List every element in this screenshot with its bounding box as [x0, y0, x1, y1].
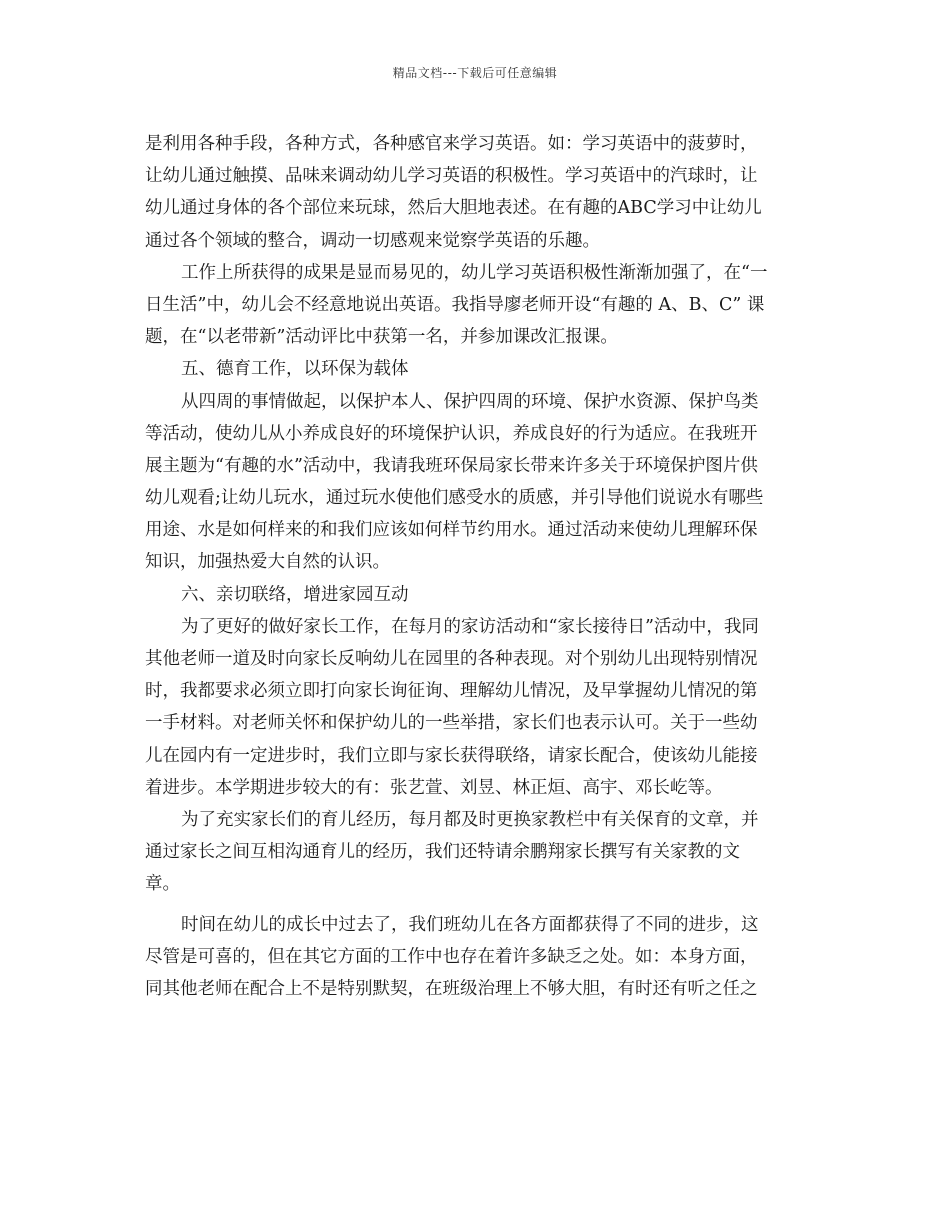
- paragraph-first-line: 为了充实家长们的育儿经历，每月都及时更换家教栏中有关保育的文章，并: [181, 809, 759, 830]
- text-line: 是利用各种手段，各种方式，各种感官来学习英语。如：学习英语中的菠萝时，: [145, 134, 758, 154]
- text-line: 尽管是可喜的，但在其它方面的工作中也存在着许多缺乏之处。如：本身方面，: [145, 946, 758, 967]
- text-line: 着进步。本学期进步较大的有：张艺萱、刘昱、林正烜、高宇、邓长屹等。: [145, 777, 723, 798]
- text-line: 同其他老师在配合上不是特别默契，在班级治理上不够大胆，有时还有听之任之: [145, 978, 758, 999]
- text-line: 用途、水是如何样来的和我们应该如何样节约用水。通过活动来使幼儿理解环保: [145, 520, 758, 541]
- section-heading: 六、亲切联络，增进家园互动: [181, 584, 409, 605]
- text-line: 时，我都要求必须立即打向家长询征询、理解幼儿情况，及早掌握幼儿情况的第: [145, 681, 758, 702]
- text-line: 幼儿通过身体的各个部位来玩球，然后大胆地表述。在有趣的ABC学习中让幼儿: [145, 198, 762, 219]
- text-line: 幼儿观看;让幼儿玩水，通过玩水使他们感受水的质感，并引导他们说说水有哪些: [145, 488, 764, 509]
- paragraph-first-line: 时间在幼儿的成长中过去了，我们班幼儿在各方面都获得了不同的进步，这: [181, 914, 759, 935]
- text-line: 章。: [145, 874, 180, 895]
- paragraph-gap: [145, 901, 805, 909]
- section-heading: 五、德育工作，以环保为载体: [181, 359, 409, 380]
- text-line: 日生活”中，幼儿会不经意地说出英语。我指导廖老师开设“有趣的 A、B、C” 课: [145, 294, 765, 315]
- text-line: 儿在园内有一定进步时，我们立即与家长获得联络，请家长配合，使该幼儿能接: [145, 745, 758, 766]
- text-line: 通过家长之间互相沟通育儿的经历，我们还特请余鹏翔家长撰写有关家教的文: [145, 842, 740, 863]
- text-line: 其他老师一道及时向家长反响幼儿在园里的各种表现。对个别幼儿出现特别情况: [145, 649, 758, 669]
- text-line: 让幼儿通过触摸、品味来调动幼儿学习英语的积极性。学习英语中的汽球时，让: [145, 166, 758, 187]
- text-line: 知识，加强热爱大自然的认识。: [145, 552, 390, 573]
- page-header: 精品文档---下载后可任意编辑: [392, 66, 558, 80]
- text-line: 一手材料。对老师关怀和保护幼儿的一些举措，家长们也表示认可。关于一些幼: [145, 713, 758, 734]
- document-body: [145, 128, 805, 1005]
- text-line: 题，在“以老带新”活动评比中获第一名，并参加课改汇报课。: [145, 327, 618, 348]
- text-line: 等活动，使幼儿从小养成良好的环境保护认识，养成良好的行为适应。在我班开: [145, 423, 758, 444]
- text-line: 通过各个领域的整合，调动一切感观来觉察学英语的乐趣。: [145, 230, 600, 251]
- paragraph-first-line: 从四周的事情做起，以保护本人、保护四周的环境、保护水资源、保护鸟类: [181, 391, 759, 412]
- paragraph-first-line: 工作上所获得的成果是显而易见的，幼儿学习英语积极性渐渐加强了，在“一: [181, 262, 768, 283]
- text-line: 展主题为“有趣的水”活动中，我请我班环保局家长带来许多关于环境保护图片供: [145, 455, 758, 476]
- paragraph-first-line: 为了更好的做好家长工作，在每月的家访活动和“家长接待日”活动中，我同: [181, 616, 759, 637]
